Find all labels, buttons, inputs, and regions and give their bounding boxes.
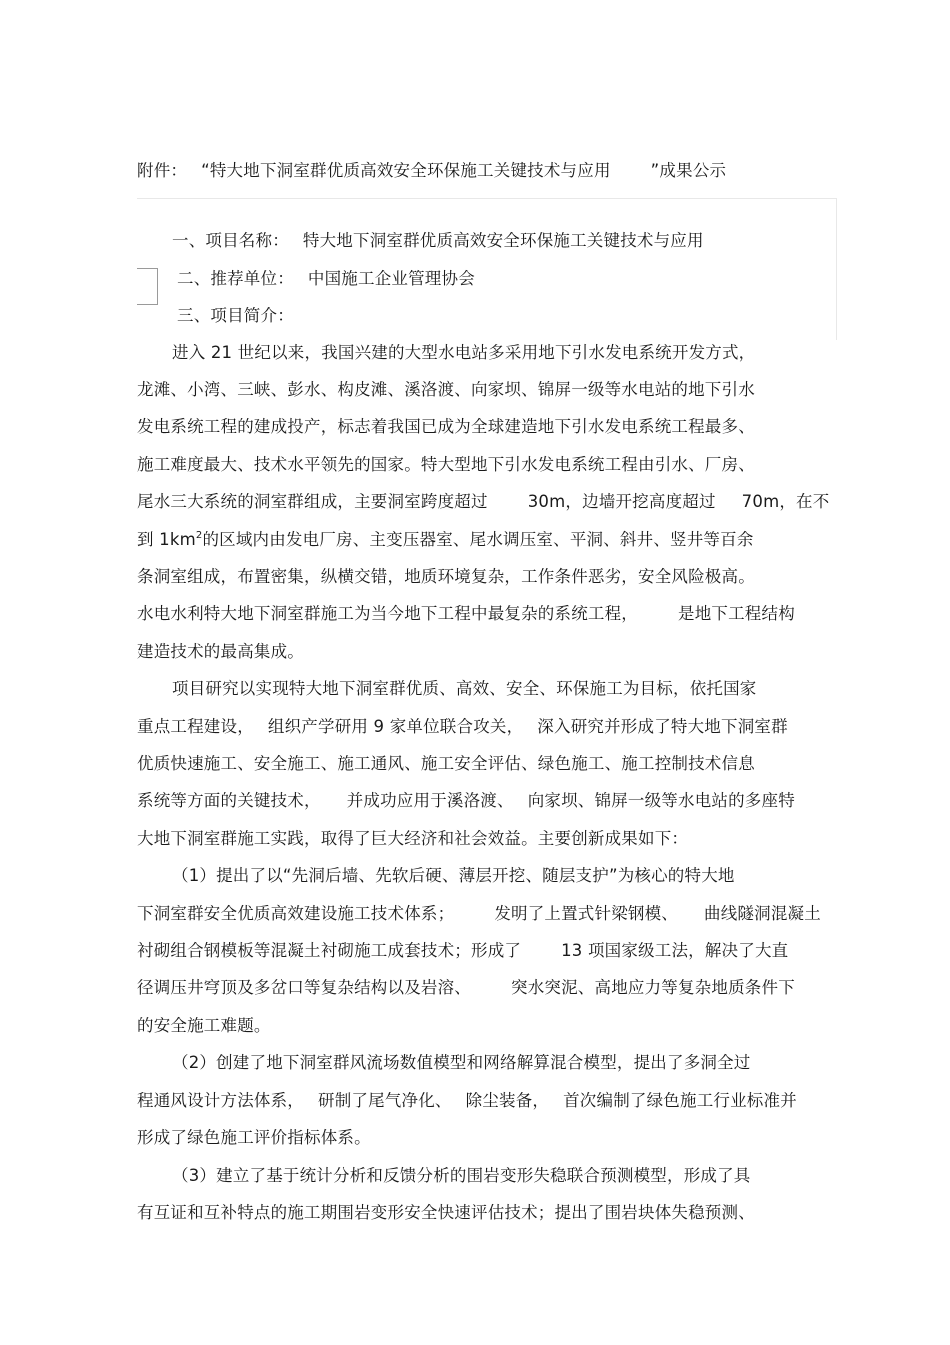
item-recommending-unit <box>177 268 475 290</box>
paragraph2-line4-part1: 系统等方面的关键技术， <box>137 791 321 810</box>
recommending-unit-value: 中国施工企业管理协会 <box>307 269 475 288</box>
paragraph2-line2 <box>137 716 788 738</box>
superscript-two: 2 <box>195 530 203 541</box>
paragraph1-line5-part2: 30m，边墙开挖高度超过 <box>527 492 716 511</box>
document-title <box>137 160 726 182</box>
point1-line1: （1）提出了以“先洞后墙、先软后硬、薄层开挖、随层支护”为核心的特大地 <box>172 866 735 885</box>
paragraph2-line4-part2: 并成功应用于溪洛渡、 <box>346 791 514 810</box>
point2-line2-part2: 研制了尾气净化、 <box>318 1091 452 1110</box>
point1-line2-part3: 曲线隧洞混凝土 <box>704 904 821 923</box>
point1-line3-part2: 13 项国家级工法，解决了大直 <box>561 941 789 960</box>
paragraph1-line4: 施工难度最大、技术水平领先的国家。特大型地下引水发电系统工程由引水、厂房、 <box>137 455 755 474</box>
point1-line2-part1: 下洞室群安全优质高效建设施工技术体系； <box>137 904 455 923</box>
point2-line2-part3: 除尘装备， <box>465 1091 550 1110</box>
project-name-value: 特大地下洞室群优质高效安全环保施工关键技术与应用 <box>302 231 704 250</box>
paragraph1-line7: 条洞室组成，布置密集，纵横交错，地质环境复杂，工作条件恶劣，安全风险极高。 <box>137 567 755 586</box>
paragraph1-line8-part1: 水电水利特大地下洞室群施工为当今地下工程中最复杂的系统工程， <box>137 604 638 623</box>
title-suffix: ”成果公示 <box>650 161 727 180</box>
left-bracket-box <box>137 268 158 305</box>
project-intro-label: 三、项目简介： <box>177 306 294 325</box>
paragraph2-line4 <box>137 790 795 812</box>
paragraph2-line2-part1: 重点工程建设， <box>137 717 254 736</box>
separator-line <box>137 198 837 199</box>
point1-line5: 的安全施工难题。 <box>137 1016 271 1035</box>
paragraph1-line8-part2: 是地下工程结构 <box>678 604 795 623</box>
paragraph1-line3: 发电系统工程的建成投产，标志着我国已成为全球建造地下引水发电系统工程最多、 <box>137 417 755 436</box>
point3-line1: （3）建立了基于统计分析和反馈分析的围岩变形失稳联合预测模型，形成了具 <box>172 1166 751 1185</box>
point1-line4-part1: 径调压井穹顶及多岔口等复杂结构以及岩溶、 <box>137 978 471 997</box>
point2-line2 <box>137 1090 797 1112</box>
paragraph2-line5: 大地下洞室群施工实践，取得了巨大经济和社会效益。主要创新成果如下： <box>137 829 689 848</box>
paragraph1-line6 <box>137 529 754 551</box>
point1-line4-part2: 突水突泥、高地应力等复杂地质条件下 <box>511 978 795 997</box>
paragraph1-line2: 龙滩、小湾、三峡、彭水、构皮滩、溪洛渡、向家坝、锦屏一级等水电站的地下引水 <box>137 380 755 399</box>
point2-line1: （2）创建了地下洞室群风流场数值模型和网络解算混合模型，提出了多洞全过 <box>172 1053 751 1072</box>
recommending-unit-label: 二、推荐单位： <box>177 269 294 288</box>
project-name-label: 一、项目名称： <box>172 231 289 250</box>
title-project-name: “特大地下洞室群优质高效安全环保施工关键技术与应用 <box>201 161 611 180</box>
point3-line2: 有互证和互补特点的施工期围岩变形安全快速评估技术；提出了围岩块体失稳预测、 <box>137 1203 755 1222</box>
item-project-intro-label <box>177 305 294 327</box>
paragraph2-line4-part3: 向家坝、锦屏一级等水电站的多座特 <box>527 791 795 810</box>
title-prefix: 附件： <box>137 161 188 180</box>
paragraph1-line5-part1: 尾水三大系统的洞室群组成，主要洞室跨度超过 <box>137 492 488 511</box>
right-border-line <box>836 198 837 340</box>
point2-line2-part4: 首次编制了绿色施工行业标准并 <box>563 1091 797 1110</box>
point1-line3-part1: 衬砌组合钢模板等混凝土衬砌施工成套技术；形成了 <box>137 941 522 960</box>
point1-line2 <box>137 903 821 925</box>
item-project-name <box>172 230 704 252</box>
paragraph1-line6-part2: 的区域内由发电厂房、主变压器室、尾水调压室、平洞、斜井、竖井等百余 <box>202 530 754 549</box>
paragraph1-line1: 进入 21 世纪以来，我国兴建的大型水电站多采用地下引水发电系统开发方式， <box>172 343 756 362</box>
paragraph2-line1: 项目研究以实现特大地下洞室群优质、高效、安全、环保施工为目标，依托国家 <box>172 679 757 698</box>
paragraph2-line2-part3: 深入研究并形成了特大地下洞室群 <box>537 717 788 736</box>
paragraph1-line9: 建造技术的最高集成。 <box>137 642 304 661</box>
paragraph1-line8 <box>137 603 795 625</box>
paragraph1-line6-part1: 到 1km <box>137 530 196 549</box>
paragraph2-line2-part2: 组织产学研用 9 家单位联合攻关， <box>267 717 524 736</box>
point2-line2-part1: 程通风设计方法体系， <box>137 1091 304 1110</box>
paragraph1-line5 <box>137 491 829 513</box>
paragraph1-line5-part3: 70m，在不 <box>741 492 830 511</box>
point1-line3 <box>137 940 788 962</box>
paragraph2-line3: 优质快速施工、安全施工、施工通风、施工安全评估、绿色施工、施工控制技术信息 <box>137 754 755 773</box>
point2-line3: 形成了绿色施工评价指标体系。 <box>137 1128 371 1147</box>
point1-line4 <box>137 977 795 999</box>
point1-line2-part2: 发明了上置式针梁钢模、 <box>494 904 679 923</box>
